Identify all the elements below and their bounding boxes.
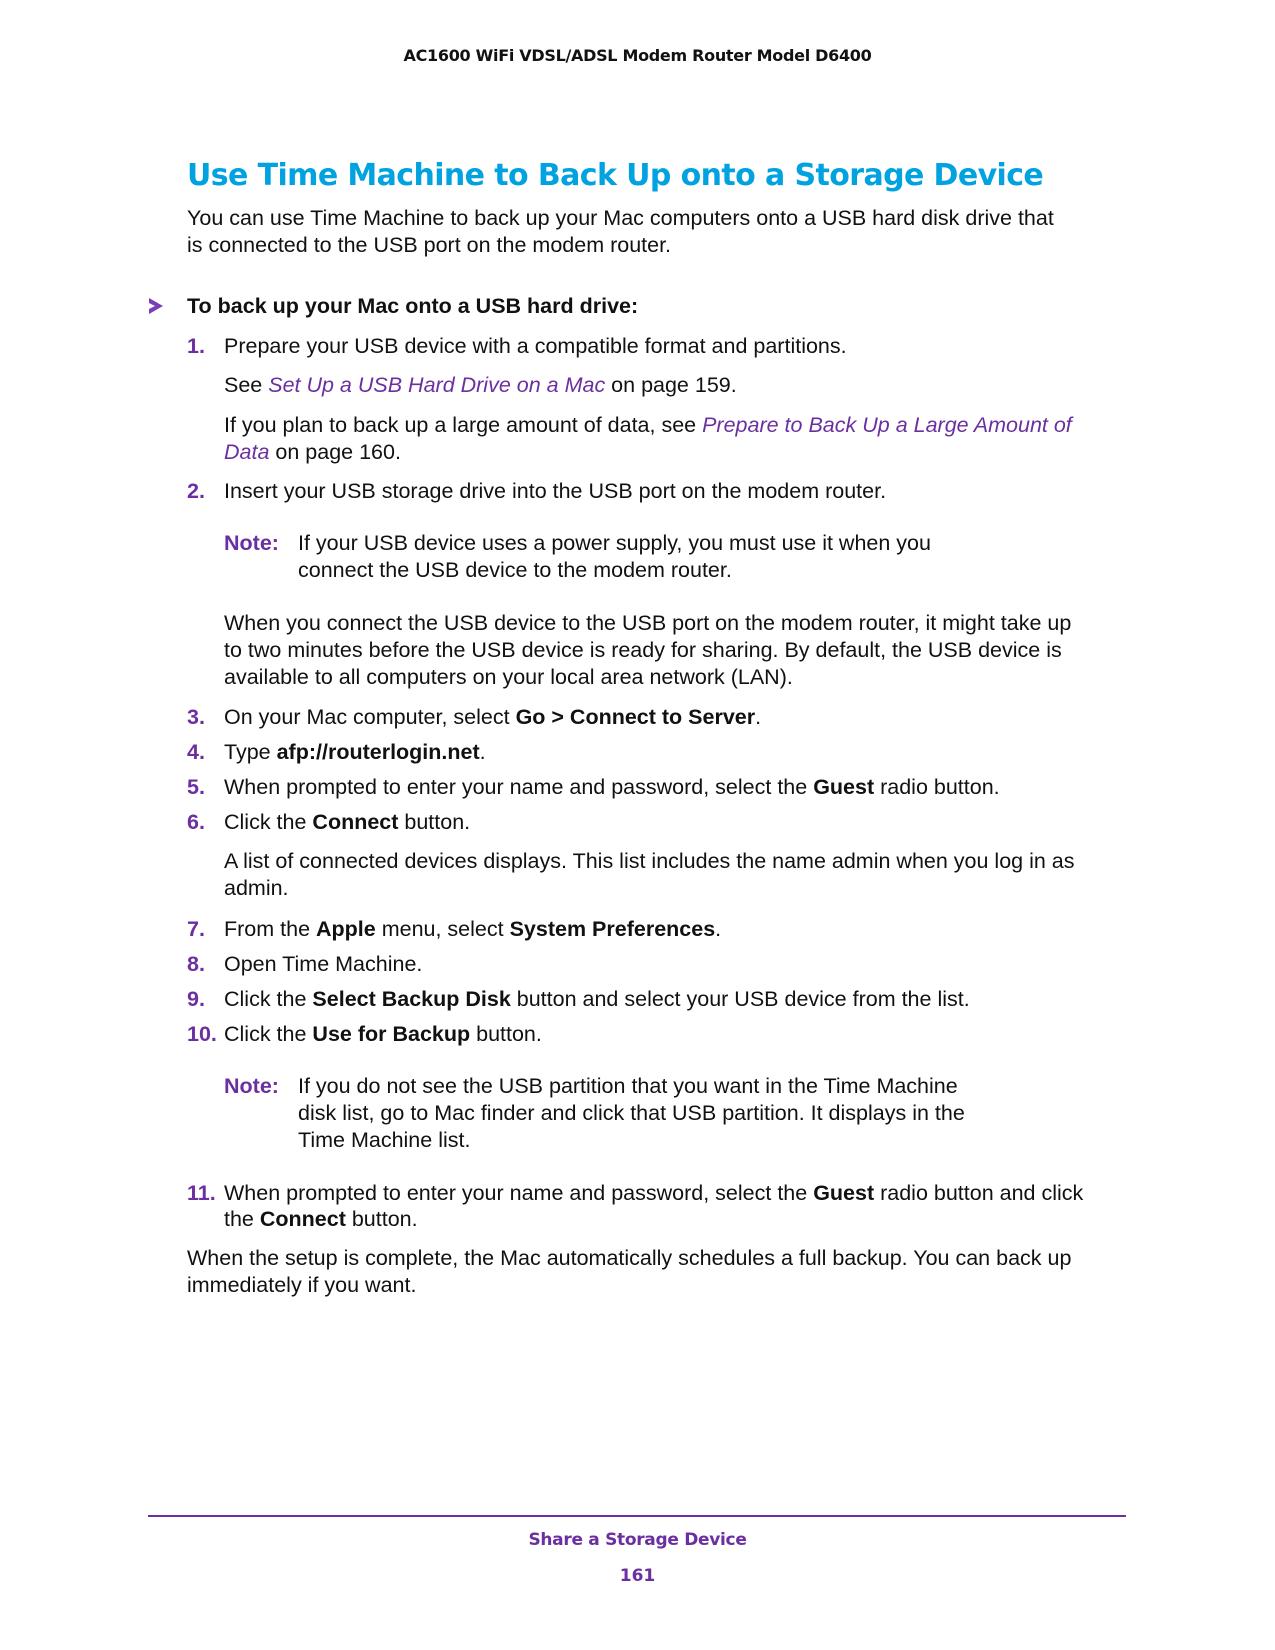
connect-label: Connect [259, 1207, 346, 1231]
procedure-arrow-icon [149, 298, 163, 314]
step-text: Click the [224, 1022, 313, 1046]
step-number: 3. [187, 705, 205, 729]
after-line-1: When you connect the USB device to the USB port on the modem router, it might take up [224, 611, 1072, 635]
step-number: 6. [187, 810, 205, 834]
see-suffix: on page 159. [605, 373, 737, 397]
after-line-1: A list of connected devices displays. This list includes the name admin when you log in as [224, 849, 1075, 873]
step-text: When prompted to enter your name and password, select the [224, 775, 814, 799]
step-text: Insert your USB storage drive into the USB port on the modem router. [224, 479, 887, 503]
select-backup-disk-label: Select Backup Disk [312, 987, 511, 1011]
footer-divider [148, 1515, 1126, 1517]
step-text-end: . [479, 740, 486, 764]
note-label: Note: [224, 1074, 279, 1098]
link-prepare-large-backup-cont[interactable]: Data [224, 440, 270, 464]
step-text: When prompted to enter your name and password, select the [224, 1181, 814, 1205]
step-text: Type [224, 740, 277, 764]
after-line-2: to two minutes before the USB device is ready for sharing. By default, the USB device is [224, 638, 1062, 662]
running-header: AC1600 WiFi VDSL/ADSL Modem Router Model D6400 [403, 46, 872, 65]
step-number: 7. [187, 917, 205, 941]
guest-option: Guest [813, 775, 875, 799]
server-address: afp://routerlogin.net [276, 740, 480, 764]
use-for-backup-label: Use for Backup [312, 1022, 471, 1046]
procedure-heading: To back up your Mac onto a USB hard drive: [187, 294, 639, 318]
step-text-line-2: the [224, 1207, 260, 1231]
step-number: 5. [187, 775, 205, 799]
note-line-1: If your USB device uses a power supply, you must use it when you [298, 531, 931, 555]
intro-line-1: You can use Time Machine to back up your Mac computers onto a USB hard disk drive that [187, 206, 1054, 230]
system-preferences-label: System Preferences [509, 917, 716, 941]
step-number: 9. [187, 987, 205, 1011]
note-line-3: Time Machine list. [298, 1128, 471, 1152]
closing-line-1: When the setup is complete, the Mac automatically schedules a full backup. You can back up [187, 1246, 1072, 1270]
see-prefix: See [224, 373, 269, 397]
step-text: From the [224, 917, 316, 941]
step-text-end: button. [470, 1022, 542, 1046]
step-number: 4. [187, 740, 205, 764]
step-text-end: button and select your USB device from the list. [510, 987, 970, 1011]
page-number: 161 [619, 1566, 656, 1586]
guest-option: Guest [813, 1181, 875, 1205]
step-number: 11. [187, 1181, 216, 1205]
link-prepare-large-backup[interactable]: Prepare to Back Up a Large Amount of [702, 413, 1072, 437]
note-line-2: disk list, go to Mac finder and click that USB partition. It displays in the [298, 1101, 965, 1125]
step-1-see [224, 372, 737, 399]
step-text: Click the [224, 987, 313, 1011]
step-text: Prepare your USB device with a compatible format and partitions. [224, 334, 847, 358]
step-text-line-2-end: button. [345, 1207, 418, 1231]
intro-line-2: is connected to the USB port on the modem router. [187, 233, 672, 257]
step-1-plan-line-1 [224, 412, 1072, 439]
after-line-3: available to all computers on your local area network (LAN). [224, 665, 793, 689]
step-text: Open Time Machine. [224, 952, 423, 976]
closing-line-2: immediately if you want. [187, 1273, 417, 1297]
step-text-end: button. [398, 810, 471, 834]
note-line-2: connect the USB device to the modem router. [298, 558, 732, 582]
note-line-1: If you do not see the USB partition that you want in the Time Machine [298, 1074, 958, 1098]
plan-suffix: on page 160. [269, 440, 401, 464]
plan-prefix: If you plan to back up a large amount of data, see [224, 413, 703, 437]
step-number: 10. [187, 1022, 217, 1046]
step-number: 1. [187, 334, 205, 358]
menu-path: Go > Connect to Server [515, 705, 756, 729]
footer-section-title: Share a Storage Device [528, 1530, 747, 1550]
step-1-plan-line-2 [224, 439, 401, 466]
apple-menu-label: Apple [316, 917, 376, 941]
step-text-end: . [715, 917, 722, 941]
connect-label: Connect [312, 810, 399, 834]
step-text-end: radio button and click [874, 1181, 1084, 1205]
step-number: 2. [187, 479, 205, 503]
step-text-end: . [755, 705, 762, 729]
note-label: Note: [224, 531, 279, 555]
step-text-end: radio button. [874, 775, 1000, 799]
page-title: Use Time Machine to Back Up onto a Storage Device [187, 158, 1044, 193]
after-line-2: admin. [224, 876, 289, 900]
link-set-up-usb-hard-drive[interactable]: Set Up a USB Hard Drive on a Mac [268, 373, 606, 397]
step-number: 8. [187, 952, 205, 976]
step-text-mid: menu, select [375, 917, 510, 941]
step-text: Click the [224, 810, 313, 834]
step-text: On your Mac computer, select [224, 705, 516, 729]
